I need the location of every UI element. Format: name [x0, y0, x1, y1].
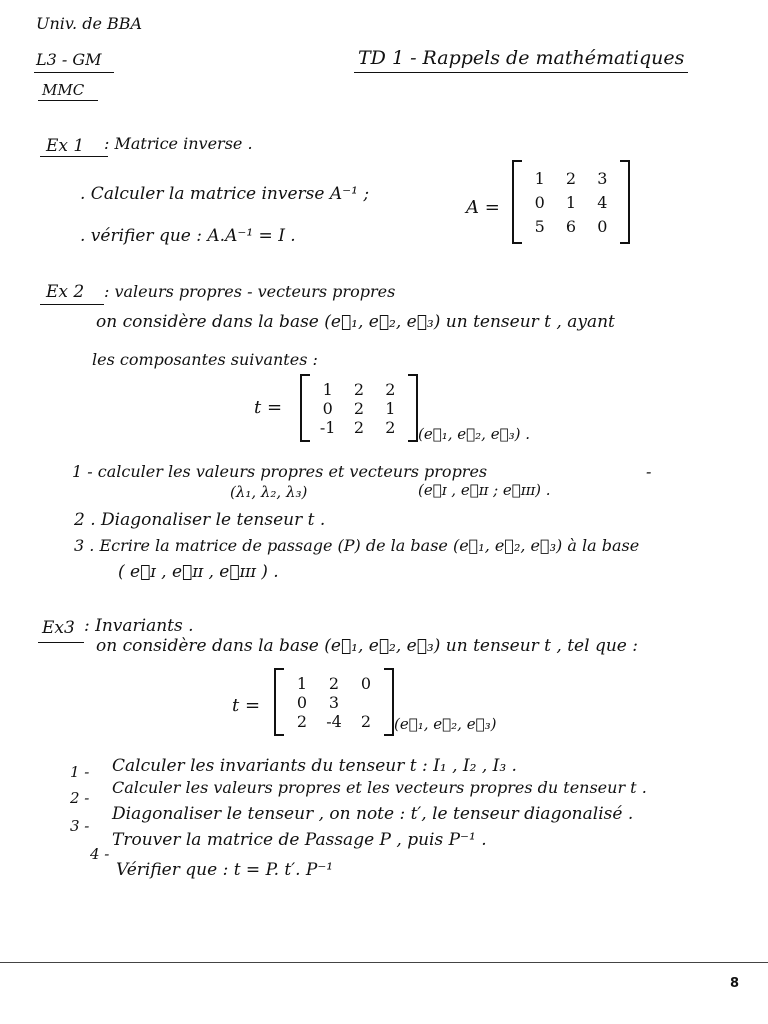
- matrix-cell: 0: [597, 216, 608, 236]
- ex2-question-1-dash: -: [646, 462, 652, 481]
- ex3-matrix: [274, 668, 394, 736]
- matrix-cell: 2: [353, 399, 365, 418]
- matrix-cell: 0: [296, 693, 308, 712]
- ex3-number-3: 3 -: [70, 817, 90, 835]
- ex2-question-3: 3 . Ecrire la matrice de passage (P) de la base (e⃗₁, e⃗₂, e⃗₃) à la base: [74, 536, 640, 555]
- ex2-underline: [40, 304, 104, 305]
- matrix-cell: 0: [322, 399, 333, 418]
- footer-rule: [0, 962, 768, 963]
- ex2-question-3-cont: ( e⃗ɪ , e⃗ɪɪ , e⃗ɪɪɪ ) .: [118, 562, 279, 582]
- matrix-cell: 2: [565, 168, 577, 188]
- ex3-number-1: 1 -: [70, 763, 90, 781]
- matrix-cell: 3: [597, 168, 608, 188]
- matrix-cell: 6: [565, 216, 577, 236]
- ex1-label: Ex 1: [46, 136, 85, 156]
- course-underline: [38, 100, 98, 101]
- matrix-cell: 5: [534, 216, 545, 236]
- ex3-question-4: Trouver la matrice de Passage P , puis P⁻¹ .: [112, 830, 487, 850]
- matrix-cell: -1: [319, 418, 336, 437]
- matrix-cell: 1: [385, 399, 396, 418]
- ex3-question-1: Calculer les invariants du tenseur t : I₁ , I₂ , I₃ .: [112, 756, 517, 776]
- ex1-underline: [40, 156, 108, 157]
- ex3-label: Ex3: [42, 618, 75, 638]
- ex3-question-5: Vérifier que : t = P. t′. P⁻¹: [116, 860, 334, 880]
- ex1-title: : Matrice inverse .: [104, 134, 253, 153]
- ex3-question-2: Calculer les valeurs propres et les vecteurs propres du tenseur t .: [112, 778, 647, 797]
- matrix-cell: 2: [353, 418, 365, 437]
- matrix-cell: 2: [296, 712, 308, 731]
- matrix-cell: 1: [296, 674, 308, 693]
- ex3-matrix-basis: (e⃗₁, e⃗₂, e⃗₃): [394, 715, 497, 733]
- ex3-question-3: Diagonaliser le tenseur , on note : t′, le tenseur diagonalisé .: [112, 804, 634, 824]
- page-number: 8: [730, 976, 740, 991]
- ex1-line2: . vérifier que : A.A⁻¹ = I .: [80, 226, 296, 246]
- matrix-cell: 0: [534, 192, 545, 212]
- matrix-cell: 2: [385, 380, 396, 399]
- matrix-cell: 1: [322, 380, 333, 399]
- matrix-cell: 2: [385, 418, 396, 437]
- ex2-eigenvectors: (e⃗ɪ , e⃗ɪɪ ; e⃗ɪɪɪ) .: [418, 481, 551, 499]
- matrix-cell: 1: [565, 192, 577, 212]
- ex3-title: : Invariants .: [84, 616, 194, 636]
- ex2-matrix: [300, 374, 418, 442]
- ex1-matrix-name: A =: [466, 197, 500, 218]
- matrix-cell: 0: [360, 674, 372, 693]
- ex2-question-1: 1 - calculer les valeurs propres et vecteurs propres: [72, 462, 488, 481]
- level-underline: [34, 72, 114, 73]
- page-title: TD 1 - Rappels de mathématiques: [358, 47, 685, 69]
- ex1-matrix: [512, 160, 630, 244]
- matrix-cell: -4: [326, 712, 342, 731]
- ex2-matrix-basis: (e⃗₁, e⃗₂, e⃗₃) .: [418, 425, 530, 443]
- ex3-number-2: 2 -: [70, 789, 90, 807]
- course-label: MMC: [42, 81, 85, 99]
- ex2-intro-line1: on considère dans la base (e⃗₁, e⃗₂, e⃗₃) un tenseur t , ayant: [96, 312, 615, 332]
- title-underline: [354, 72, 688, 73]
- matrix-cell: 1: [534, 168, 545, 188]
- level-label: L3 - GM: [36, 50, 102, 69]
- matrix-cell: 2: [360, 712, 372, 731]
- ex3-number-4: 4 -: [90, 845, 110, 863]
- ex3-intro: on considère dans la base (e⃗₁, e⃗₂, e⃗₃) un tenseur t , tel que :: [96, 636, 638, 656]
- matrix-cell: 3: [328, 693, 340, 712]
- ex2-title: : valeurs propres - vecteurs propres: [104, 282, 396, 301]
- ex2-eigenvalues: (λ₁, λ₂, λ₃): [230, 483, 308, 501]
- ex2-question-2: 2 . Diagonaliser le tenseur t .: [74, 510, 326, 530]
- ex2-label: Ex 2: [46, 282, 85, 302]
- university-label: Univ. de BBA: [36, 14, 143, 33]
- ex3-underline: [38, 642, 84, 643]
- matrix-cell: 2: [328, 674, 340, 693]
- ex3-matrix-name: t =: [232, 695, 261, 716]
- ex2-intro-line2: les composantes suivantes :: [92, 350, 318, 369]
- ex1-line1: . Calculer la matrice inverse A⁻¹ ;: [80, 184, 370, 204]
- matrix-cell: 4: [597, 192, 608, 212]
- ex2-matrix-name: t =: [254, 397, 283, 418]
- matrix-cell: 2: [353, 380, 365, 399]
